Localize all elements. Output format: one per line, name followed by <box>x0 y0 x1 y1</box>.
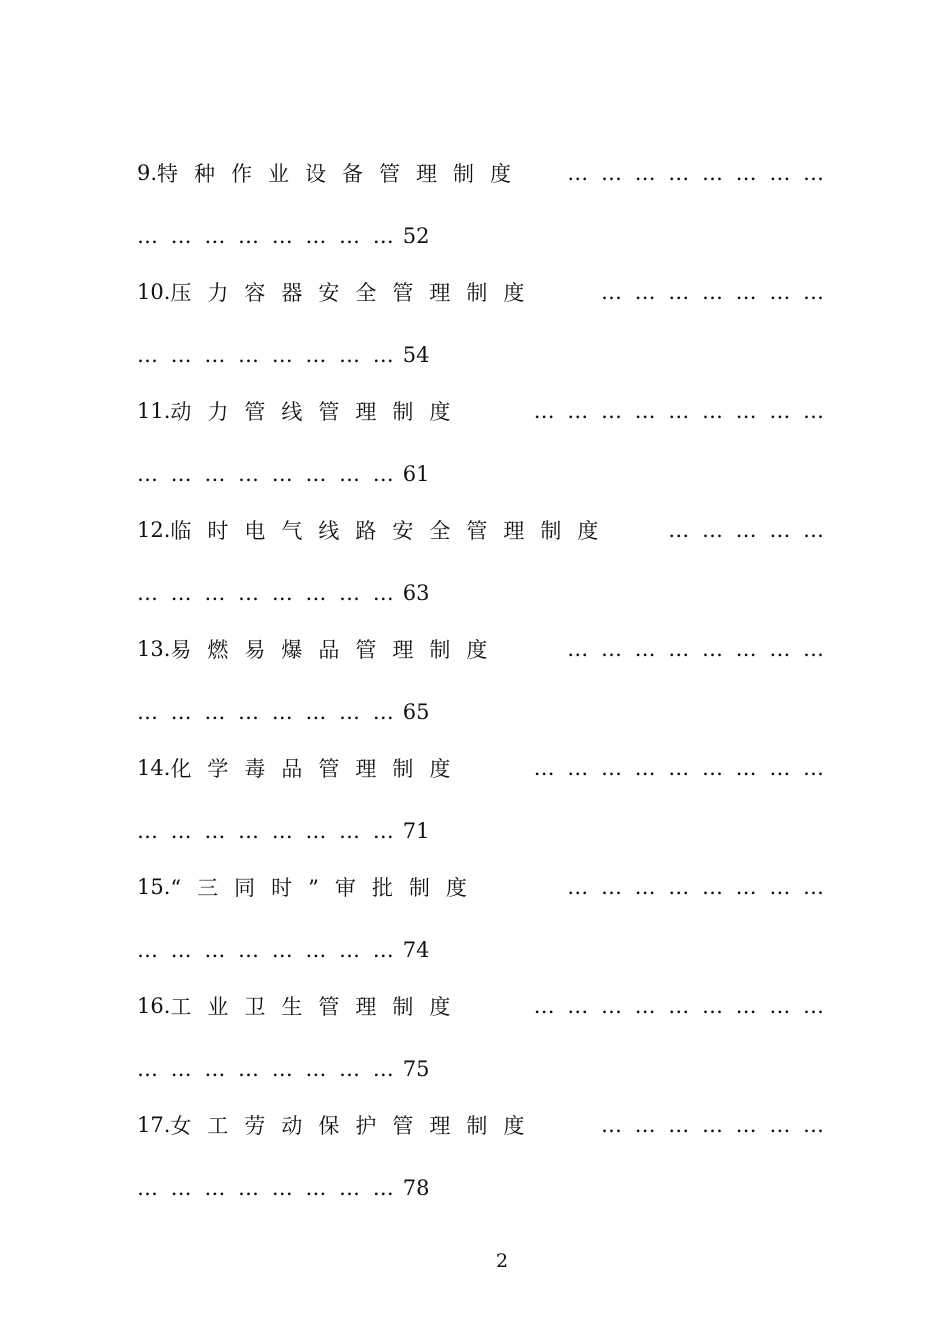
toc-entry-title: 动力管线管理制度 <box>170 400 467 424</box>
toc-entry-number: 14. <box>137 756 171 780</box>
toc-entry-number: 16. <box>137 994 171 1018</box>
toc-leader-dots: … … … … … … … … <box>137 1057 397 1081</box>
toc-entry-heading-line <box>137 155 827 191</box>
toc-entry-heading-line <box>137 512 827 548</box>
toc-entry-heading-line <box>137 631 827 667</box>
toc-entry-title: 压力容器安全管理制度 <box>170 281 541 305</box>
toc-entry-page-number: 54 <box>402 343 430 367</box>
toc-entry-page-line <box>137 456 429 492</box>
toc-entry-number: 13. <box>137 637 171 661</box>
toc-entry-page-line <box>137 1170 429 1206</box>
toc-leader-dots: … … … … … … … <box>600 1113 827 1137</box>
toc-entry-page-number: 61 <box>402 462 430 486</box>
toc-entry[interactable] <box>137 155 827 274</box>
toc-entry-page-number: 78 <box>402 1176 430 1200</box>
toc-entry-heading-line <box>137 750 827 786</box>
table-of-contents <box>137 155 827 1226</box>
toc-entry-page-line <box>137 932 429 968</box>
toc-leader-dots: … … … … … … … … <box>137 224 397 248</box>
toc-leader-dots: … … … … … … … … <box>137 700 397 724</box>
toc-entry-heading-line <box>137 988 827 1024</box>
toc-entry[interactable] <box>137 274 827 393</box>
toc-entry[interactable] <box>137 988 827 1107</box>
toc-entry-page-number: 71 <box>402 819 430 843</box>
toc-entry-title: 临时电气线路安全管理制度 <box>170 519 615 543</box>
toc-entry-title: 特种作业设备管理制度 <box>157 162 528 186</box>
toc-entry-heading-line <box>137 393 827 429</box>
toc-entry-page-number: 63 <box>402 581 430 605</box>
toc-entry-page-line <box>137 694 429 730</box>
toc-leader-dots: … … … … … … … <box>600 280 827 304</box>
toc-entry-page-line <box>137 1051 429 1087</box>
toc-entry-heading-line <box>137 274 827 310</box>
toc-entry-title: 工业卫生管理制度 <box>170 995 467 1019</box>
toc-entry-page-line <box>137 337 429 373</box>
toc-leader-dots: … … … … … … … … <box>137 343 397 367</box>
page-number: 2 <box>495 1250 509 1272</box>
toc-entry[interactable] <box>137 512 827 631</box>
toc-entry-title: 化学毒品管理制度 <box>170 757 467 781</box>
toc-leader-dots: … … … … … … … … <box>137 581 397 605</box>
toc-entry-page-number: 52 <box>402 224 430 248</box>
toc-entry-heading-line <box>137 1107 827 1143</box>
toc-entry[interactable] <box>137 393 827 512</box>
toc-leader-dots: … … … … … … … … <box>137 1176 397 1200</box>
toc-leader-dots: … … … … … … … … <box>137 938 397 962</box>
toc-entry-title: 女工劳动保护管理制度 <box>170 1114 541 1138</box>
toc-leader-dots: … … … … … … … … <box>137 819 397 843</box>
toc-entry-page-line <box>137 218 429 254</box>
toc-entry-heading-line <box>137 869 827 905</box>
toc-entry-number: 15. <box>137 875 171 899</box>
toc-leader-dots: … … … … … … … … <box>567 875 827 899</box>
toc-entry-number: 17. <box>137 1113 171 1137</box>
toc-leader-dots: … … … … … <box>668 518 827 542</box>
toc-leader-dots: … … … … … … … … <box>137 462 397 486</box>
toc-entry[interactable] <box>137 631 827 750</box>
toc-leader-dots: … … … … … … … … … <box>533 756 827 780</box>
toc-entry-page-number: 65 <box>402 700 430 724</box>
toc-entry-number: 12. <box>137 518 171 542</box>
toc-leader-dots: … … … … … … … … … <box>533 994 827 1018</box>
toc-entry[interactable] <box>137 750 827 869</box>
toc-entry-title: “三同时”审批制度 <box>170 876 483 900</box>
toc-entry-number: 11. <box>137 399 171 423</box>
toc-entry-page-line <box>137 813 429 849</box>
toc-leader-dots: … … … … … … … … <box>567 637 827 661</box>
toc-entry-number: 10. <box>137 280 171 304</box>
toc-entry-page-number: 75 <box>402 1057 430 1081</box>
toc-leader-dots: … … … … … … … … <box>567 161 827 185</box>
toc-leader-dots: … … … … … … … … … <box>533 399 827 423</box>
toc-entry-number: 9. <box>137 161 158 185</box>
toc-entry-page-line <box>137 575 429 611</box>
toc-entry[interactable] <box>137 869 827 988</box>
toc-entry[interactable] <box>137 1107 827 1226</box>
toc-entry-page-number: 74 <box>402 938 430 962</box>
toc-entry-title: 易燃易爆品管理制度 <box>170 638 504 662</box>
